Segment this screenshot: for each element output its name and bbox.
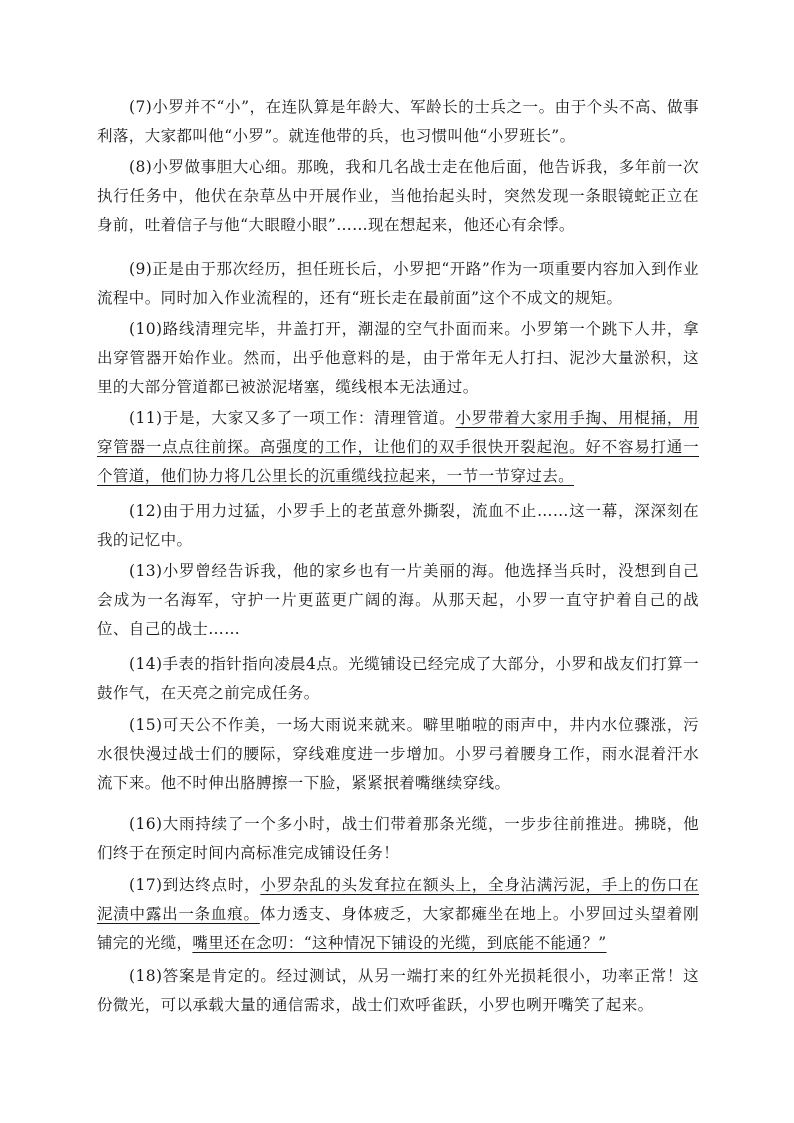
underlined-text: 小罗带着大家用手掏、用棍捅，用穿管器一点点往前探。高强度的工作，让他们的双手很快开裂起泡。好不容易打通一个管道，他们协力将几公里长的沉重缆线拉起来，一节一节穿过去。 xyxy=(97,409,699,485)
paragraph-text: (16)大雨持续了一个多小时，战士们带着那条光缆，一步步往前推进。拂晓，他们终于在预定时间内高标准完成铺设任务！ xyxy=(97,815,699,862)
underlined-text: 小罗杂乱的头发耷拉在额头上，全身沾满污泥，手上的伤口在泥渍中露出一条血痕。 xyxy=(97,876,699,923)
paragraph-10 xyxy=(97,315,699,402)
paragraph-text: (7)小罗并不“小”，在连队算是年龄大、军龄长的士兵之一。由于个头不高、做事利落，大家都叫他“小罗”。就连他带的兵，也习惯叫他“小罗班长”。 xyxy=(97,98,699,145)
paragraph-text: (15)可天公不作美，一场大雨说来就来。噼里啪啦的雨声中，井内水位骤涨，污水很快漫过战士们的腰际，穿线难度进一步增加。小罗弓着腰身工作，雨水混着汗水流下来。他不时伸出胳膊擦一下脸，紧紧抿着嘴继续穿线。 xyxy=(97,716,699,792)
paragraph-15 xyxy=(97,711,699,798)
paragraph-text: (17)到达终点时， xyxy=(129,876,261,894)
paragraph-text: (14)手表的指针指向凌晨4点。光缆铺设已经完成了大部分，小罗和战友们打算一鼓作气，在天亮之前完成任务。 xyxy=(97,655,699,702)
paragraph-text: (11)于是，大家又多了一项工作：清理管道。 xyxy=(129,409,456,427)
paragraph-17 xyxy=(97,871,699,958)
paragraph-text: (13)小罗曾经告诉我，他的家乡也有一片美丽的海。他选择当兵时，没想到自己会成为一名海军，守护一片更蓝更广阔的海。从那天起，小罗一直守护着自己的战位、自己的战士…… xyxy=(97,562,699,638)
paragraph-18 xyxy=(97,962,699,1020)
paragraph-text: (10)路线清理完毕，井盖打开，潮湿的空气扑面而来。小罗第一个跳下人井，拿出穿管器开始作业。然而，出乎他意料的是，由于常年无人打扫、泥沙大量淤积，这里的大部分管道都已被淤泥堵塞，缆线根本无法通过。 xyxy=(97,320,699,396)
paragraph-14 xyxy=(97,650,699,708)
paragraph-9 xyxy=(97,255,699,313)
underlined-text: 嘴里还在念叨：“这种情况下铺设的光缆，到底能不能通？” xyxy=(192,934,607,952)
paragraph-16 xyxy=(97,810,699,868)
paragraph-12 xyxy=(97,497,699,555)
paragraph-8 xyxy=(97,153,699,240)
paragraph-7 xyxy=(97,93,699,151)
paragraph-text: (12)由于用力过猛，小罗手上的老茧意外撕裂，流血不止……这一幕，深深刻在我的记忆中。 xyxy=(97,502,699,549)
paragraph-13 xyxy=(97,557,699,644)
paragraph-text: 体力透支、身体疲乏，大家都瘫坐在地上。小罗回过头望着刚铺完的光缆， xyxy=(97,905,699,952)
paragraph-11 xyxy=(97,404,699,491)
paragraph-text: (8)小罗做事胆大心细。那晚，我和几名战士走在他后面，他告诉我，多年前一次执行任务中，他伏在杂草丛中开展作业，当他抬起头时，突然发现一条眼镜蛇正立在身前，吐着信子与他“大眼瞪小眼”……现在想起来，他还心有余悸。 xyxy=(97,158,699,234)
paragraph-text: (18)答案是肯定的。经过测试，从另一端打来的红外光损耗很小，功率正常！这份微光，可以承载大量的通信需求，战士们欢呼雀跃，小罗也咧开嘴笑了起来。 xyxy=(97,967,699,1014)
paragraph-text: (9)正是由于那次经历，担任班长后，小罗把“开路”作为一项重要内容加入到作业流程中。同时加入作业流程的，还有“班长走在最前面”这个不成文的规矩。 xyxy=(97,260,699,307)
